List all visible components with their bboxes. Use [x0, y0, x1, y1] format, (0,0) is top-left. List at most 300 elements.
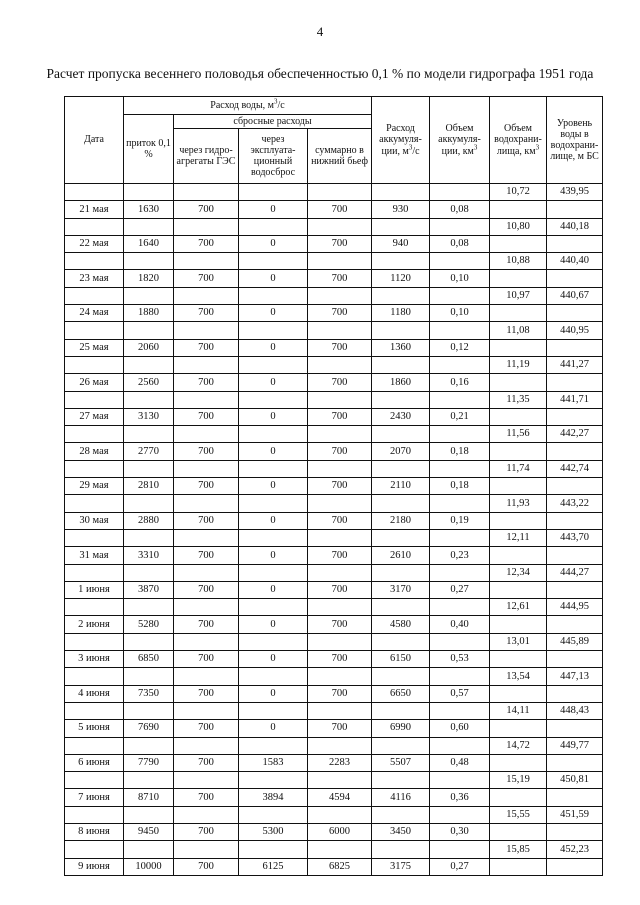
empty-cell — [124, 668, 174, 685]
accum-volume-cell: 0,60 — [430, 720, 490, 737]
accum-volume-cell: 0,48 — [430, 754, 490, 771]
empty-cell — [239, 356, 308, 373]
header-reservoir-volume — [490, 97, 547, 184]
accum-flow-cell: 4580 — [372, 616, 430, 633]
empty-cell — [65, 356, 124, 373]
reservoir-volume-cell: 10,97 — [490, 287, 547, 304]
empty-cell — [239, 772, 308, 789]
table-body — [65, 184, 603, 876]
reservoir-level-cell: 448,43 — [547, 702, 603, 719]
empty-cell — [547, 651, 603, 668]
reservoir-state-row — [65, 529, 603, 546]
reservoir-level-cell: 441,71 — [547, 391, 603, 408]
header-via-spillway: через эксплуата-ционный водосброс — [239, 129, 308, 184]
empty-cell — [239, 184, 308, 201]
accum-volume-cell: 0,57 — [430, 685, 490, 702]
spillway-cell: 3894 — [239, 789, 308, 806]
accum-flow-cell: 2430 — [372, 408, 430, 425]
reservoir-volume-cell: 14,72 — [490, 737, 547, 754]
accum-volume-cell: 0,21 — [430, 408, 490, 425]
empty-cell — [490, 547, 547, 564]
reservoir-volume-cell: 13,54 — [490, 668, 547, 685]
empty-cell — [372, 599, 430, 616]
inflow-cell: 1630 — [124, 201, 174, 218]
spillway-cell: 0 — [239, 235, 308, 252]
header-inflow: приток 0,1 % — [124, 115, 174, 184]
empty-cell — [372, 322, 430, 339]
hpp-cell: 700 — [174, 823, 239, 840]
accum-flow-cell: 1180 — [372, 305, 430, 322]
daily-row — [65, 581, 603, 598]
empty-cell — [308, 184, 372, 201]
empty-cell — [490, 443, 547, 460]
reservoir-state-row — [65, 356, 603, 373]
empty-cell — [547, 443, 603, 460]
accum-flow-cell: 2610 — [372, 547, 430, 564]
empty-cell — [239, 253, 308, 270]
inflow-cell: 2810 — [124, 478, 174, 495]
hpp-cell: 700 — [174, 720, 239, 737]
date-cell: 26 мая — [65, 374, 124, 391]
empty-cell — [174, 391, 239, 408]
accum-volume-cell: 0,27 — [430, 858, 490, 875]
spillway-cell: 0 — [239, 478, 308, 495]
inflow-cell: 3870 — [124, 581, 174, 598]
date-cell: 1 июня — [65, 581, 124, 598]
empty-cell — [239, 599, 308, 616]
daily-row — [65, 547, 603, 564]
reservoir-level-cell: 442,27 — [547, 426, 603, 443]
total-downstream-cell: 700 — [308, 720, 372, 737]
header-accum-volume-sup: 3 — [473, 143, 478, 152]
empty-cell — [124, 633, 174, 650]
accum-flow-cell: 2180 — [372, 512, 430, 529]
accum-volume-cell: 0,08 — [430, 201, 490, 218]
empty-cell — [174, 218, 239, 235]
empty-cell — [490, 374, 547, 391]
empty-cell — [490, 305, 547, 322]
page-number: 4 — [316, 24, 324, 39]
flood-pass-table — [64, 96, 603, 876]
reservoir-level-cell: 444,27 — [547, 564, 603, 581]
accum-volume-cell: 0,18 — [430, 443, 490, 460]
inflow-cell: 2060 — [124, 339, 174, 356]
empty-cell — [430, 460, 490, 477]
header-date: Дата — [65, 97, 124, 184]
empty-cell — [490, 720, 547, 737]
header-accum-flow — [372, 97, 430, 184]
empty-cell — [372, 460, 430, 477]
daily-row — [65, 823, 603, 840]
empty-cell — [372, 841, 430, 858]
header-water-flow — [124, 97, 372, 115]
empty-cell — [65, 702, 124, 719]
reservoir-volume-cell: 15,55 — [490, 806, 547, 823]
daily-row — [65, 651, 603, 668]
empty-cell — [430, 841, 490, 858]
empty-cell — [124, 806, 174, 823]
hpp-cell: 700 — [174, 235, 239, 252]
empty-cell — [174, 841, 239, 858]
empty-cell — [372, 529, 430, 546]
empty-cell — [174, 772, 239, 789]
empty-cell — [239, 529, 308, 546]
reservoir-level-cell: 449,77 — [547, 737, 603, 754]
empty-cell — [308, 460, 372, 477]
daily-row — [65, 685, 603, 702]
hpp-cell: 700 — [174, 201, 239, 218]
empty-cell — [547, 858, 603, 875]
total-downstream-cell: 700 — [308, 235, 372, 252]
daily-row — [65, 858, 603, 875]
empty-cell — [174, 426, 239, 443]
accum-volume-cell: 0,30 — [430, 823, 490, 840]
empty-cell — [239, 702, 308, 719]
reservoir-level-cell: 441,27 — [547, 356, 603, 373]
inflow-cell: 7690 — [124, 720, 174, 737]
total-downstream-cell: 4594 — [308, 789, 372, 806]
accum-volume-cell: 0,18 — [430, 478, 490, 495]
total-downstream-cell: 700 — [308, 651, 372, 668]
accum-flow-cell: 930 — [372, 201, 430, 218]
empty-cell — [308, 702, 372, 719]
empty-cell — [308, 356, 372, 373]
accum-flow-cell: 6990 — [372, 720, 430, 737]
accum-volume-cell: 0,36 — [430, 789, 490, 806]
reservoir-volume-cell: 11,56 — [490, 426, 547, 443]
empty-cell — [547, 823, 603, 840]
date-cell: 27 мая — [65, 408, 124, 425]
accum-flow-cell: 1360 — [372, 339, 430, 356]
reservoir-state-row — [65, 184, 603, 201]
accum-flow-cell: 940 — [372, 235, 430, 252]
empty-cell — [124, 772, 174, 789]
empty-cell — [174, 564, 239, 581]
date-cell: 24 мая — [65, 305, 124, 322]
spillway-cell: 5300 — [239, 823, 308, 840]
inflow-cell: 7790 — [124, 754, 174, 771]
reservoir-volume-cell: 11,19 — [490, 356, 547, 373]
hpp-cell: 700 — [174, 858, 239, 875]
reservoir-state-row — [65, 460, 603, 477]
empty-cell — [239, 737, 308, 754]
empty-cell — [547, 478, 603, 495]
inflow-cell: 1880 — [124, 305, 174, 322]
reservoir-volume-cell: 10,88 — [490, 253, 547, 270]
empty-cell — [65, 564, 124, 581]
daily-row — [65, 201, 603, 218]
inflow-cell: 3130 — [124, 408, 174, 425]
reservoir-level-cell: 451,59 — [547, 806, 603, 823]
empty-cell — [308, 426, 372, 443]
header-accum-flow-sup: 3 — [408, 143, 413, 152]
hpp-cell: 700 — [174, 685, 239, 702]
accum-flow-cell: 3450 — [372, 823, 430, 840]
empty-cell — [547, 305, 603, 322]
daily-row — [65, 616, 603, 633]
empty-cell — [547, 616, 603, 633]
empty-cell — [430, 426, 490, 443]
empty-cell — [65, 806, 124, 823]
date-cell: 28 мая — [65, 443, 124, 460]
spillway-cell: 0 — [239, 685, 308, 702]
empty-cell — [239, 495, 308, 512]
inflow-cell: 8710 — [124, 789, 174, 806]
reservoir-state-row — [65, 495, 603, 512]
empty-cell — [124, 495, 174, 512]
empty-cell — [239, 218, 308, 235]
reservoir-level-cell: 447,13 — [547, 668, 603, 685]
daily-row — [65, 720, 603, 737]
accum-flow-cell: 6650 — [372, 685, 430, 702]
empty-cell — [547, 270, 603, 287]
empty-cell — [490, 201, 547, 218]
empty-cell — [372, 806, 430, 823]
hpp-cell: 700 — [174, 478, 239, 495]
spillway-cell: 0 — [239, 651, 308, 668]
daily-row — [65, 789, 603, 806]
hpp-cell: 700 — [174, 789, 239, 806]
empty-cell — [124, 426, 174, 443]
empty-cell — [308, 737, 372, 754]
empty-cell — [124, 460, 174, 477]
reservoir-state-row — [65, 253, 603, 270]
empty-cell — [490, 651, 547, 668]
spillway-cell: 0 — [239, 305, 308, 322]
spillway-cell: 0 — [239, 547, 308, 564]
spillway-cell: 0 — [239, 339, 308, 356]
empty-cell — [308, 599, 372, 616]
accum-flow-cell: 2110 — [372, 478, 430, 495]
empty-cell — [65, 287, 124, 304]
empty-cell — [430, 668, 490, 685]
empty-cell — [430, 287, 490, 304]
empty-cell — [239, 287, 308, 304]
hpp-cell: 700 — [174, 616, 239, 633]
empty-cell — [65, 253, 124, 270]
accum-volume-cell: 0,19 — [430, 512, 490, 529]
empty-cell — [430, 356, 490, 373]
hpp-cell: 700 — [174, 339, 239, 356]
empty-cell — [308, 495, 372, 512]
empty-cell — [239, 841, 308, 858]
empty-cell — [174, 460, 239, 477]
reservoir-state-row — [65, 322, 603, 339]
empty-cell — [308, 806, 372, 823]
reservoir-volume-cell: 12,34 — [490, 564, 547, 581]
reservoir-state-row — [65, 702, 603, 719]
accum-volume-cell: 0,12 — [430, 339, 490, 356]
reservoir-state-row — [65, 426, 603, 443]
empty-cell — [174, 529, 239, 546]
reservoir-level-cell: 450,81 — [547, 772, 603, 789]
empty-cell — [547, 720, 603, 737]
accum-flow-cell: 2070 — [372, 443, 430, 460]
empty-cell — [372, 702, 430, 719]
reservoir-state-row — [65, 391, 603, 408]
empty-cell — [308, 391, 372, 408]
accum-volume-cell: 0,40 — [430, 616, 490, 633]
empty-cell — [174, 495, 239, 512]
empty-cell — [490, 478, 547, 495]
reservoir-level-cell: 440,40 — [547, 253, 603, 270]
empty-cell — [65, 599, 124, 616]
header-accum-volume — [430, 97, 490, 184]
reservoir-state-row — [65, 737, 603, 754]
total-downstream-cell: 700 — [308, 443, 372, 460]
date-cell: 2 июня — [65, 616, 124, 633]
empty-cell — [490, 235, 547, 252]
reservoir-state-row — [65, 564, 603, 581]
accum-volume-cell: 0,10 — [430, 305, 490, 322]
accum-volume-cell: 0,23 — [430, 547, 490, 564]
accum-flow-cell: 1120 — [372, 270, 430, 287]
inflow-cell: 7350 — [124, 685, 174, 702]
empty-cell — [65, 529, 124, 546]
total-downstream-cell: 6825 — [308, 858, 372, 875]
empty-cell — [239, 322, 308, 339]
reservoir-volume-cell: 13,01 — [490, 633, 547, 650]
empty-cell — [547, 512, 603, 529]
reservoir-volume-cell: 14,11 — [490, 702, 547, 719]
empty-cell — [174, 184, 239, 201]
header-reservoir-volume-text: Объем водохрани-лища, км — [494, 123, 542, 157]
reservoir-state-row — [65, 668, 603, 685]
table-header — [65, 97, 603, 184]
empty-cell — [372, 772, 430, 789]
daily-row — [65, 235, 603, 252]
empty-cell — [490, 512, 547, 529]
header-reservoir-volume-sup: 3 — [535, 143, 540, 152]
inflow-cell: 2880 — [124, 512, 174, 529]
header-accum-flow-text: Расход аккумуля-ции, м — [379, 123, 422, 157]
empty-cell — [430, 218, 490, 235]
empty-cell — [430, 495, 490, 512]
accum-volume-cell: 0,08 — [430, 235, 490, 252]
empty-cell — [65, 426, 124, 443]
spillway-cell: 0 — [239, 374, 308, 391]
header-discharge: сбросные расходы — [174, 115, 372, 129]
empty-cell — [547, 408, 603, 425]
empty-cell — [308, 322, 372, 339]
daily-row — [65, 408, 603, 425]
total-downstream-cell: 2283 — [308, 754, 372, 771]
accum-flow-cell: 5507 — [372, 754, 430, 771]
accum-flow-cell: 6150 — [372, 651, 430, 668]
empty-cell — [124, 702, 174, 719]
date-cell: 25 мая — [65, 339, 124, 356]
date-cell: 3 июня — [65, 651, 124, 668]
empty-cell — [124, 184, 174, 201]
empty-cell — [430, 702, 490, 719]
empty-cell — [65, 495, 124, 512]
empty-cell — [372, 564, 430, 581]
total-downstream-cell: 700 — [308, 270, 372, 287]
inflow-cell: 5280 — [124, 616, 174, 633]
empty-cell — [124, 529, 174, 546]
inflow-cell: 3310 — [124, 547, 174, 564]
empty-cell — [174, 702, 239, 719]
empty-cell — [490, 789, 547, 806]
inflow-cell: 2770 — [124, 443, 174, 460]
empty-cell — [308, 841, 372, 858]
inflow-cell: 2560 — [124, 374, 174, 391]
empty-cell — [65, 218, 124, 235]
reservoir-volume-cell: 10,72 — [490, 184, 547, 201]
reservoir-level-cell: 439,95 — [547, 184, 603, 201]
reservoir-state-row — [65, 218, 603, 235]
empty-cell — [547, 339, 603, 356]
empty-cell — [239, 668, 308, 685]
empty-cell — [174, 668, 239, 685]
empty-cell — [430, 529, 490, 546]
empty-cell — [308, 633, 372, 650]
daily-row — [65, 305, 603, 322]
total-downstream-cell: 700 — [308, 201, 372, 218]
total-downstream-cell: 700 — [308, 547, 372, 564]
empty-cell — [547, 201, 603, 218]
reservoir-level-cell: 452,23 — [547, 841, 603, 858]
reservoir-level-cell: 443,22 — [547, 495, 603, 512]
empty-cell — [372, 287, 430, 304]
hpp-cell: 700 — [174, 374, 239, 391]
empty-cell — [372, 356, 430, 373]
empty-cell — [490, 339, 547, 356]
empty-cell — [430, 322, 490, 339]
empty-cell — [124, 391, 174, 408]
empty-cell — [239, 391, 308, 408]
empty-cell — [124, 253, 174, 270]
empty-cell — [174, 287, 239, 304]
total-downstream-cell: 700 — [308, 305, 372, 322]
empty-cell — [490, 581, 547, 598]
total-downstream-cell: 6000 — [308, 823, 372, 840]
reservoir-state-row — [65, 806, 603, 823]
date-cell: 9 июня — [65, 858, 124, 875]
empty-cell — [430, 633, 490, 650]
header-reservoir-level: Уровень воды в водохрани-лище, м БС — [547, 97, 603, 184]
empty-cell — [308, 287, 372, 304]
accum-flow-cell: 4116 — [372, 789, 430, 806]
accum-volume-cell: 0,53 — [430, 651, 490, 668]
date-cell: 23 мая — [65, 270, 124, 287]
date-cell: 5 июня — [65, 720, 124, 737]
empty-cell — [124, 841, 174, 858]
total-downstream-cell: 700 — [308, 478, 372, 495]
empty-cell — [308, 668, 372, 685]
reservoir-level-cell: 440,95 — [547, 322, 603, 339]
empty-cell — [430, 772, 490, 789]
empty-cell — [372, 218, 430, 235]
empty-cell — [174, 633, 239, 650]
hpp-cell: 700 — [174, 581, 239, 598]
empty-cell — [490, 858, 547, 875]
empty-cell — [308, 772, 372, 789]
empty-cell — [65, 322, 124, 339]
empty-cell — [65, 737, 124, 754]
reservoir-level-cell: 444,95 — [547, 599, 603, 616]
reservoir-state-row — [65, 772, 603, 789]
total-downstream-cell: 700 — [308, 408, 372, 425]
reservoir-level-cell: 445,89 — [547, 633, 603, 650]
empty-cell — [308, 218, 372, 235]
header-accum-volume-text: Объем аккумуля-ции, км — [438, 123, 481, 157]
empty-cell — [547, 754, 603, 771]
date-cell: 4 июня — [65, 685, 124, 702]
total-downstream-cell: 700 — [308, 512, 372, 529]
daily-row — [65, 374, 603, 391]
daily-row — [65, 443, 603, 460]
